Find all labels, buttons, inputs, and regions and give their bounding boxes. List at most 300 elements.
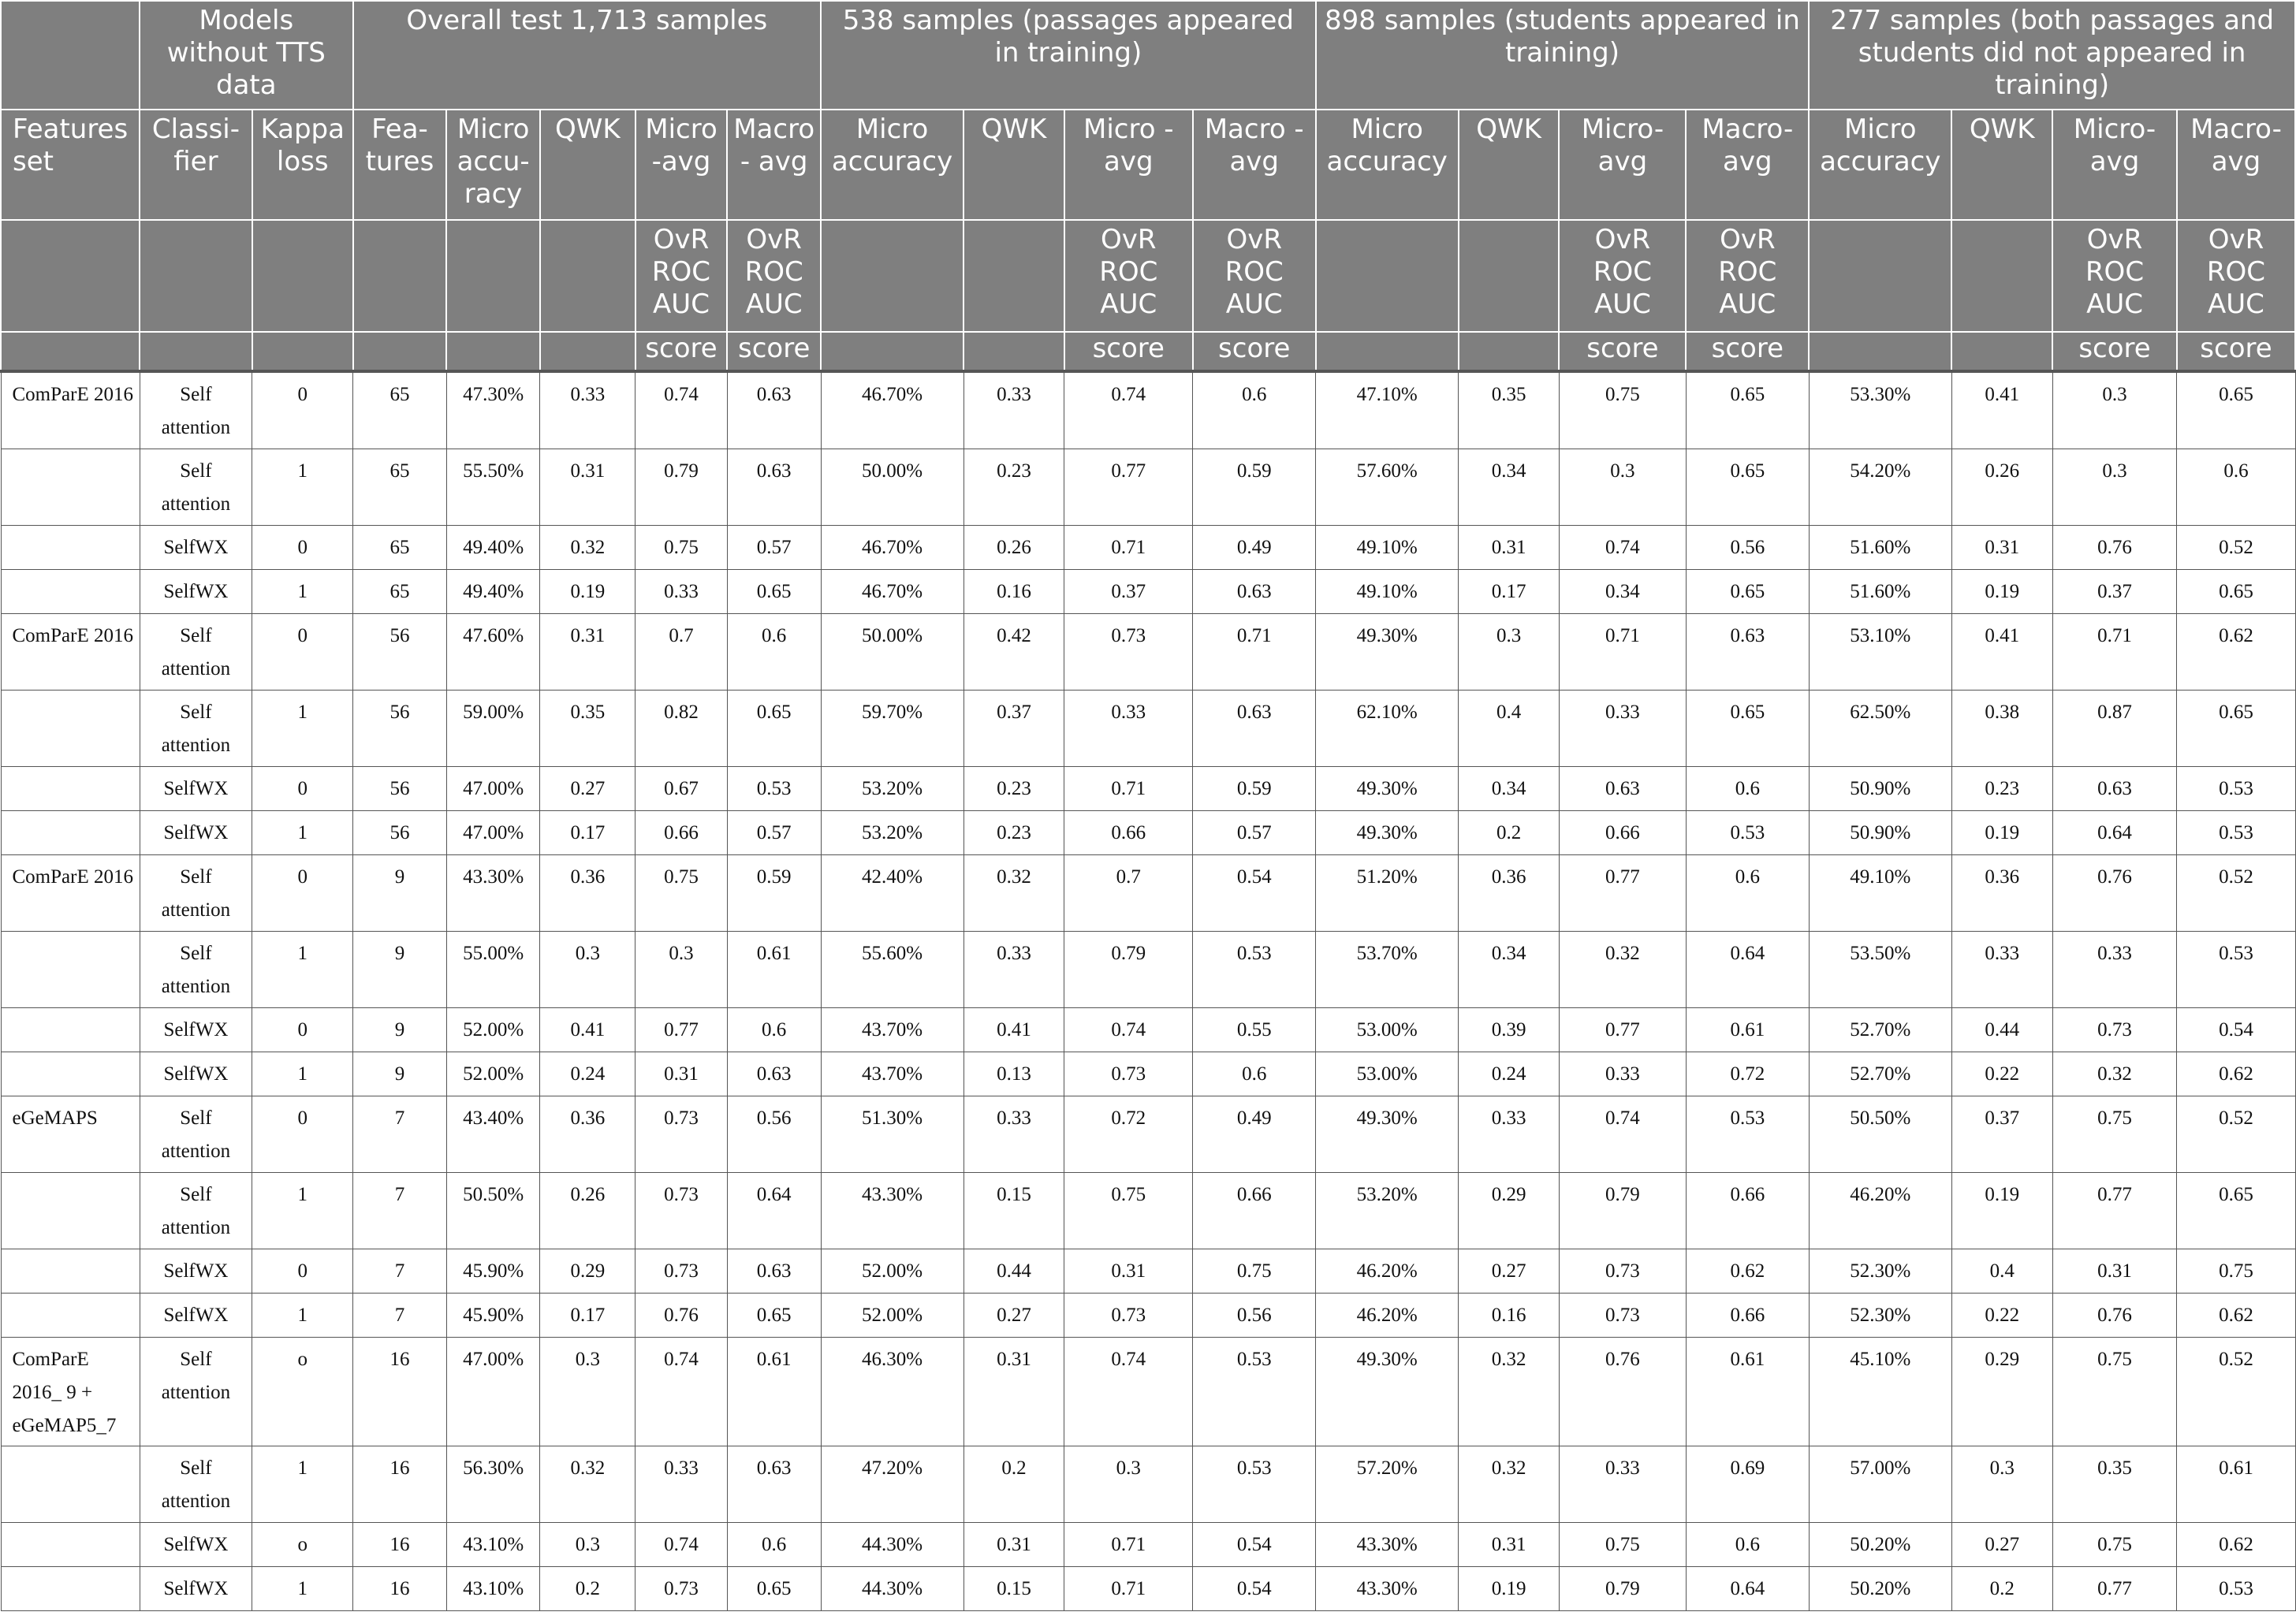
table-cell: 0 [252, 526, 353, 570]
table-row [1, 526, 2295, 570]
table-cell: 0.65 [2177, 1173, 2295, 1249]
table-cell: 0.23 [964, 811, 1064, 855]
header-empty [1951, 332, 2052, 371]
table-cell: 0.17 [1459, 570, 1560, 614]
table-cell: 0.29 [1459, 1173, 1560, 1249]
col-header: Macro-avg [2177, 110, 2295, 220]
table-cell: 0.75 [2052, 1096, 2177, 1173]
table-cell: 0.32 [964, 855, 1064, 932]
table-cell: 52.00% [446, 1052, 540, 1096]
score-header: score [1193, 332, 1316, 371]
table-cell: 0.65 [1686, 449, 1809, 526]
table-cell: 0.79 [636, 449, 728, 526]
col-header: Micro -avg [1064, 110, 1193, 220]
table-cell: 46.20% [1316, 1249, 1459, 1294]
header-empty [1316, 220, 1459, 332]
table-cell: 0.36 [1951, 855, 2052, 932]
table-cell: 0.65 [2177, 691, 2295, 767]
table-cell: 0.76 [2052, 1294, 2177, 1338]
table-cell: 0.57 [727, 526, 821, 570]
table-cell: Self attention [140, 449, 252, 526]
table-cell: 50.00% [821, 449, 964, 526]
table-cell: 56.30% [446, 1446, 540, 1523]
table-cell: 0.31 [636, 1052, 728, 1096]
table-cell: 7 [353, 1294, 447, 1338]
col-header: QWK [1951, 110, 2052, 220]
table-cell: SelfWX [140, 1523, 252, 1567]
table-cell: 0.57 [727, 811, 821, 855]
table-cell: 55.60% [821, 932, 964, 1008]
table-cell: SelfWX [140, 1052, 252, 1096]
table-cell: 1 [252, 1446, 353, 1523]
table-cell: 16 [353, 1446, 447, 1523]
header-empty [821, 332, 964, 371]
table-cell: 0.37 [964, 691, 1064, 767]
table-header [1, 1, 2295, 371]
header-empty [252, 220, 353, 332]
header-empty [1316, 332, 1459, 371]
table-cell: 0.76 [636, 1294, 728, 1338]
table-cell: 50.90% [1809, 811, 1951, 855]
table-cell: 0.79 [1064, 932, 1193, 1008]
table-cell: 0.3 [1559, 449, 1686, 526]
table-cell: 0.37 [1064, 570, 1193, 614]
table-cell: 0.66 [636, 811, 728, 855]
table-cell: 1 [252, 1294, 353, 1338]
table-cell: 49.10% [1316, 526, 1459, 570]
table-cell: 47.20% [821, 1446, 964, 1523]
table-cell: 0.52 [2177, 1338, 2295, 1446]
table-cell: 0.73 [1064, 1052, 1193, 1096]
table-cell: Self attention [140, 1173, 252, 1249]
table-cell: 43.40% [446, 1096, 540, 1173]
table-cell: 56 [353, 767, 447, 811]
table-cell: 55.50% [446, 449, 540, 526]
table-cell: 0.65 [727, 691, 821, 767]
table-cell: 0.73 [1064, 614, 1193, 691]
header-empty [1459, 220, 1560, 332]
table-row [1, 855, 2295, 932]
table-cell: SelfWX [140, 526, 252, 570]
table-cell: o [252, 1523, 353, 1567]
table-cell: 0.73 [1559, 1294, 1686, 1338]
table-cell: 0.73 [636, 1173, 728, 1249]
table-cell: 0.53 [727, 767, 821, 811]
col-header: Macro - avg [727, 110, 821, 220]
table-cell: 0.67 [636, 767, 728, 811]
table-cell: 49.30% [1316, 1096, 1459, 1173]
table-cell: 0.33 [1559, 1052, 1686, 1096]
table-cell: 0.6 [727, 1523, 821, 1567]
table-cell: 0.17 [540, 1294, 636, 1338]
table-cell: 0.37 [1951, 1096, 2052, 1173]
table-cell: 0.77 [636, 1008, 728, 1052]
table-cell: 50.50% [1809, 1096, 1951, 1173]
table-cell: 0 [252, 614, 353, 691]
table-cell: 0.53 [1193, 1338, 1316, 1446]
table-cell: 0.63 [1193, 691, 1316, 767]
table-cell: eGeMAPS [1, 1096, 140, 1173]
table-cell: 0.4 [1459, 691, 1560, 767]
table-cell: 0.35 [1459, 371, 1560, 449]
header-empty [1, 332, 140, 371]
table-cell: 55.00% [446, 932, 540, 1008]
table-cell: 52.70% [1809, 1052, 1951, 1096]
table-cell: 0.6 [727, 1008, 821, 1052]
table-cell: 0.63 [727, 1446, 821, 1523]
table-cell: 49.10% [1809, 855, 1951, 932]
table-row [1, 1446, 2295, 1523]
table-cell: 0.27 [964, 1294, 1064, 1338]
table-cell: 0.56 [1686, 526, 1809, 570]
table-cell: 0.41 [1951, 614, 2052, 691]
table-cell: 0.13 [964, 1052, 1064, 1096]
table-cell: SelfWX [140, 1008, 252, 1052]
table-cell: 0.74 [636, 1523, 728, 1567]
table-cell: 0.32 [1559, 932, 1686, 1008]
header-empty [540, 332, 636, 371]
table-cell: 1 [252, 1567, 353, 1611]
group-header-overall: Overall test 1,713 samples [353, 1, 821, 110]
table-cell: 0.54 [1193, 855, 1316, 932]
table-cell: 0.52 [2177, 855, 2295, 932]
table-cell: 0.76 [2052, 855, 2177, 932]
table-cell: 0.79 [1559, 1567, 1686, 1611]
table-cell: 0.6 [1193, 1052, 1316, 1096]
table-cell: 0.62 [2177, 1052, 2295, 1096]
table-cell: 0.71 [1064, 1567, 1193, 1611]
table-cell: 53.50% [1809, 932, 1951, 1008]
header-empty [964, 332, 1064, 371]
roc-header: OvR ROC AUC [1193, 220, 1316, 332]
table-cell: 42.40% [821, 855, 964, 932]
table-cell: 62.10% [1316, 691, 1459, 767]
table-cell: 9 [353, 1008, 447, 1052]
table-cell: 0.64 [1686, 1567, 1809, 1611]
table-cell: 0.65 [1686, 570, 1809, 614]
roc-header: OvR ROC AUC [636, 220, 728, 332]
table-cell: 50.00% [821, 614, 964, 691]
table-cell: 53.00% [1316, 1008, 1459, 1052]
table-cell: 47.30% [446, 371, 540, 449]
table-cell: 0.53 [1193, 1446, 1316, 1523]
table-cell: 43.30% [1316, 1567, 1459, 1611]
table-cell: 0.64 [727, 1173, 821, 1249]
header-empty [140, 332, 252, 371]
table-cell: 52.00% [821, 1249, 964, 1294]
table-cell: 0.6 [2177, 449, 2295, 526]
table-cell: 59.70% [821, 691, 964, 767]
table-cell: 0.2 [540, 1567, 636, 1611]
table-cell: 0.15 [964, 1173, 1064, 1249]
table-cell: ComParE 2016 [1, 855, 140, 932]
header-empty [1809, 332, 1951, 371]
table-cell [1, 767, 140, 811]
table-cell: 0.7 [636, 614, 728, 691]
table-cell: 0.6 [727, 614, 821, 691]
table-cell: 47.00% [446, 1338, 540, 1446]
table-cell: 49.40% [446, 570, 540, 614]
table-cell: 0.23 [964, 449, 1064, 526]
score-header: score [727, 332, 821, 371]
table-cell: 0.31 [964, 1338, 1064, 1446]
table-cell: SelfWX [140, 1249, 252, 1294]
table-cell: Self attention [140, 1446, 252, 1523]
table-cell: 0.3 [540, 1338, 636, 1446]
roc-header: OvR ROC AUC [1686, 220, 1809, 332]
table-cell: 43.30% [1316, 1523, 1459, 1567]
table-cell: 0.39 [1459, 1008, 1560, 1052]
table-cell: 0.36 [540, 1096, 636, 1173]
table-cell: SelfWX [140, 767, 252, 811]
table-cell: 9 [353, 1052, 447, 1096]
table-cell: 0.65 [2177, 570, 2295, 614]
table-cell: 0.74 [1064, 1338, 1193, 1446]
col-header: Micro-avg [1559, 110, 1686, 220]
table-cell: 62.50% [1809, 691, 1951, 767]
table-cell: 0.63 [727, 1249, 821, 1294]
table-cell: 0.15 [964, 1567, 1064, 1611]
table-cell: 0.44 [1951, 1008, 2052, 1052]
table-cell: 0.49 [1193, 1096, 1316, 1173]
table-cell: 0.31 [540, 449, 636, 526]
table-cell: Self attention [140, 614, 252, 691]
table-cell: 0.33 [1559, 691, 1686, 767]
table-cell: 0.23 [1951, 767, 2052, 811]
header-empty [252, 332, 353, 371]
table-cell: 0.76 [2052, 526, 2177, 570]
table-cell: 0.75 [2177, 1249, 2295, 1294]
table-cell: 0.61 [1686, 1008, 1809, 1052]
table-cell: 0.27 [1459, 1249, 1560, 1294]
table-cell: 53.00% [1316, 1052, 1459, 1096]
table-row [1, 1173, 2295, 1249]
table-cell: 0.41 [964, 1008, 1064, 1052]
table-cell: 0.71 [1064, 1523, 1193, 1567]
table-cell: 50.20% [1809, 1523, 1951, 1567]
roc-header: OvR ROC AUC [1559, 220, 1686, 332]
table-cell: 0.59 [727, 855, 821, 932]
table-cell: 0.3 [1951, 1446, 2052, 1523]
header-empty [821, 220, 964, 332]
table-cell: 0.65 [1686, 371, 1809, 449]
header-empty [446, 332, 540, 371]
table-cell: 57.60% [1316, 449, 1459, 526]
table-row [1, 570, 2295, 614]
table-cell: 0.33 [540, 371, 636, 449]
table-cell: 46.70% [821, 526, 964, 570]
table-cell: 0.55 [1193, 1008, 1316, 1052]
table-cell: o [252, 1338, 353, 1446]
table-cell: 0.71 [1193, 614, 1316, 691]
table-cell: 0.65 [727, 1294, 821, 1338]
table-cell: 0.63 [727, 371, 821, 449]
table-cell: 43.70% [821, 1052, 964, 1096]
header-empty [446, 220, 540, 332]
table-cell: 0.34 [1459, 932, 1560, 1008]
table-cell: 16 [353, 1567, 447, 1611]
col-header: Micro accu-racy [446, 110, 540, 220]
table-cell: 0.3 [636, 932, 728, 1008]
table-cell: 0.53 [2177, 811, 2295, 855]
col-header: Features set [1, 110, 140, 220]
table-cell: 0.31 [540, 614, 636, 691]
table-cell: 57.20% [1316, 1446, 1459, 1523]
table-cell: 43.30% [446, 855, 540, 932]
header-empty [140, 220, 252, 332]
score-header: score [636, 332, 728, 371]
table-cell: 65 [353, 449, 447, 526]
table-row [1, 1338, 2295, 1446]
table-cell: 0.33 [964, 371, 1064, 449]
table-row [1, 691, 2295, 767]
table-cell: 0.19 [1951, 1173, 2052, 1249]
table-cell: 0.63 [1193, 570, 1316, 614]
table-cell: 0.64 [1686, 932, 1809, 1008]
table-cell: 51.60% [1809, 526, 1951, 570]
table-cell: 0.32 [2052, 1052, 2177, 1096]
table-cell: 0.27 [1951, 1523, 2052, 1567]
table-cell: 0.32 [540, 1446, 636, 1523]
table-cell: 0.31 [964, 1523, 1064, 1567]
col-header: Classi-fier [140, 110, 252, 220]
group-header-neither: 277 samples (both passages and students did not appeared in training) [1809, 1, 2295, 110]
col-header: QWK [540, 110, 636, 220]
table-cell: 0.77 [1559, 855, 1686, 932]
table-cell: 0.73 [636, 1567, 728, 1611]
table-row [1, 1523, 2295, 1567]
table-cell: 0.64 [2052, 811, 2177, 855]
table-cell: Self attention [140, 855, 252, 932]
table-cell: 0.24 [1459, 1052, 1560, 1096]
table-cell: 0.6 [1686, 767, 1809, 811]
table-cell: 0.31 [1064, 1249, 1193, 1294]
table-cell: 0.61 [2177, 1446, 2295, 1523]
table-cell: 0.3 [1064, 1446, 1193, 1523]
table-cell: 0.63 [727, 449, 821, 526]
table-cell: 0.52 [2177, 526, 2295, 570]
table-cell: 45.90% [446, 1249, 540, 1294]
table-cell: 0.66 [1686, 1173, 1809, 1249]
table-cell: 0.75 [1559, 1523, 1686, 1567]
table-cell: 47.10% [1316, 371, 1459, 449]
table-cell: 50.50% [446, 1173, 540, 1249]
table-cell: SelfWX [140, 570, 252, 614]
table-cell: 56 [353, 691, 447, 767]
table-cell: 0.26 [964, 526, 1064, 570]
table-cell [1, 1523, 140, 1567]
table-cell: 0.34 [1459, 449, 1560, 526]
table-cell: 53.20% [821, 811, 964, 855]
table-cell: 0.29 [1951, 1338, 2052, 1446]
table-cell: 0.35 [540, 691, 636, 767]
table-cell: 1 [252, 449, 353, 526]
table-cell: 52.00% [446, 1008, 540, 1052]
table-cell: 0.49 [1193, 526, 1316, 570]
table-cell: 0.74 [1559, 526, 1686, 570]
table-body [1, 371, 2295, 1611]
table-cell: 0.19 [1459, 1567, 1560, 1611]
table-cell: 0.66 [1064, 811, 1193, 855]
table-cell: 0.62 [1686, 1249, 1809, 1294]
table-cell [1, 691, 140, 767]
table-cell: 51.30% [821, 1096, 964, 1173]
table-cell: 0.26 [1951, 449, 2052, 526]
table-cell: 0.31 [1459, 526, 1560, 570]
table-cell: 51.60% [1809, 570, 1951, 614]
table-cell: 0.53 [1686, 811, 1809, 855]
col-header: Micro accuracy [1809, 110, 1951, 220]
table-cell: 0.19 [540, 570, 636, 614]
table-cell: 0.33 [2052, 932, 2177, 1008]
table-cell: SelfWX [140, 1294, 252, 1338]
table-cell: 0.53 [2177, 932, 2295, 1008]
table-cell: 0.73 [636, 1096, 728, 1173]
table-cell: 0.75 [1064, 1173, 1193, 1249]
table-cell: 0.61 [1686, 1338, 1809, 1446]
table-cell: Self attention [140, 691, 252, 767]
table-cell: Self attention [140, 1096, 252, 1173]
table-cell: 44.30% [821, 1567, 964, 1611]
roc-header: OvR ROC AUC [2052, 220, 2177, 332]
table-cell: 46.20% [1809, 1173, 1951, 1249]
table-cell: SelfWX [140, 811, 252, 855]
table-cell [1, 811, 140, 855]
table-cell: 46.70% [821, 371, 964, 449]
table-cell: 0.56 [727, 1096, 821, 1173]
table-cell: 0.75 [2052, 1523, 2177, 1567]
header-empty [1, 220, 140, 332]
table-cell: 0.66 [1193, 1173, 1316, 1249]
col-header: Macro-avg [1686, 110, 1809, 220]
table-cell: 0.62 [2177, 1294, 2295, 1338]
table-cell: 0.54 [1193, 1523, 1316, 1567]
table-cell: 45.10% [1809, 1338, 1951, 1446]
table-cell: 0.77 [1559, 1008, 1686, 1052]
table-cell: 0.41 [1951, 371, 2052, 449]
table-cell: 0.3 [2052, 371, 2177, 449]
header-row-columns [1, 110, 2295, 220]
table-cell: 0.63 [1559, 767, 1686, 811]
col-header: Fea-tures [353, 110, 447, 220]
table-cell [1, 1249, 140, 1294]
table-cell: 0.16 [1459, 1294, 1560, 1338]
table-cell: 7 [353, 1096, 447, 1173]
table-cell: 1 [252, 570, 353, 614]
header-row-score [1, 332, 2295, 371]
header-empty [1459, 332, 1560, 371]
table-cell: 0.22 [1951, 1052, 2052, 1096]
table-row [1, 1096, 2295, 1173]
table-cell: 0.22 [1951, 1294, 2052, 1338]
group-header-passages: 538 samples (passages appeared in training) [821, 1, 1316, 110]
table-cell: 0.3 [540, 1523, 636, 1567]
col-header: QWK [964, 110, 1064, 220]
table-cell: 43.10% [446, 1523, 540, 1567]
table-cell: 0.27 [540, 767, 636, 811]
table-cell: 0.41 [540, 1008, 636, 1052]
table-cell: 1 [252, 1173, 353, 1249]
table-cell: 51.20% [1316, 855, 1459, 932]
table-row [1, 767, 2295, 811]
table-cell: 0.53 [1686, 1096, 1809, 1173]
table-cell: 0.65 [2177, 371, 2295, 449]
table-cell: 47.60% [446, 614, 540, 691]
table-cell: 0.62 [2177, 1523, 2295, 1567]
table-cell: 53.30% [1809, 371, 1951, 449]
table-cell [1, 1008, 140, 1052]
table-cell: 0.63 [2052, 767, 2177, 811]
